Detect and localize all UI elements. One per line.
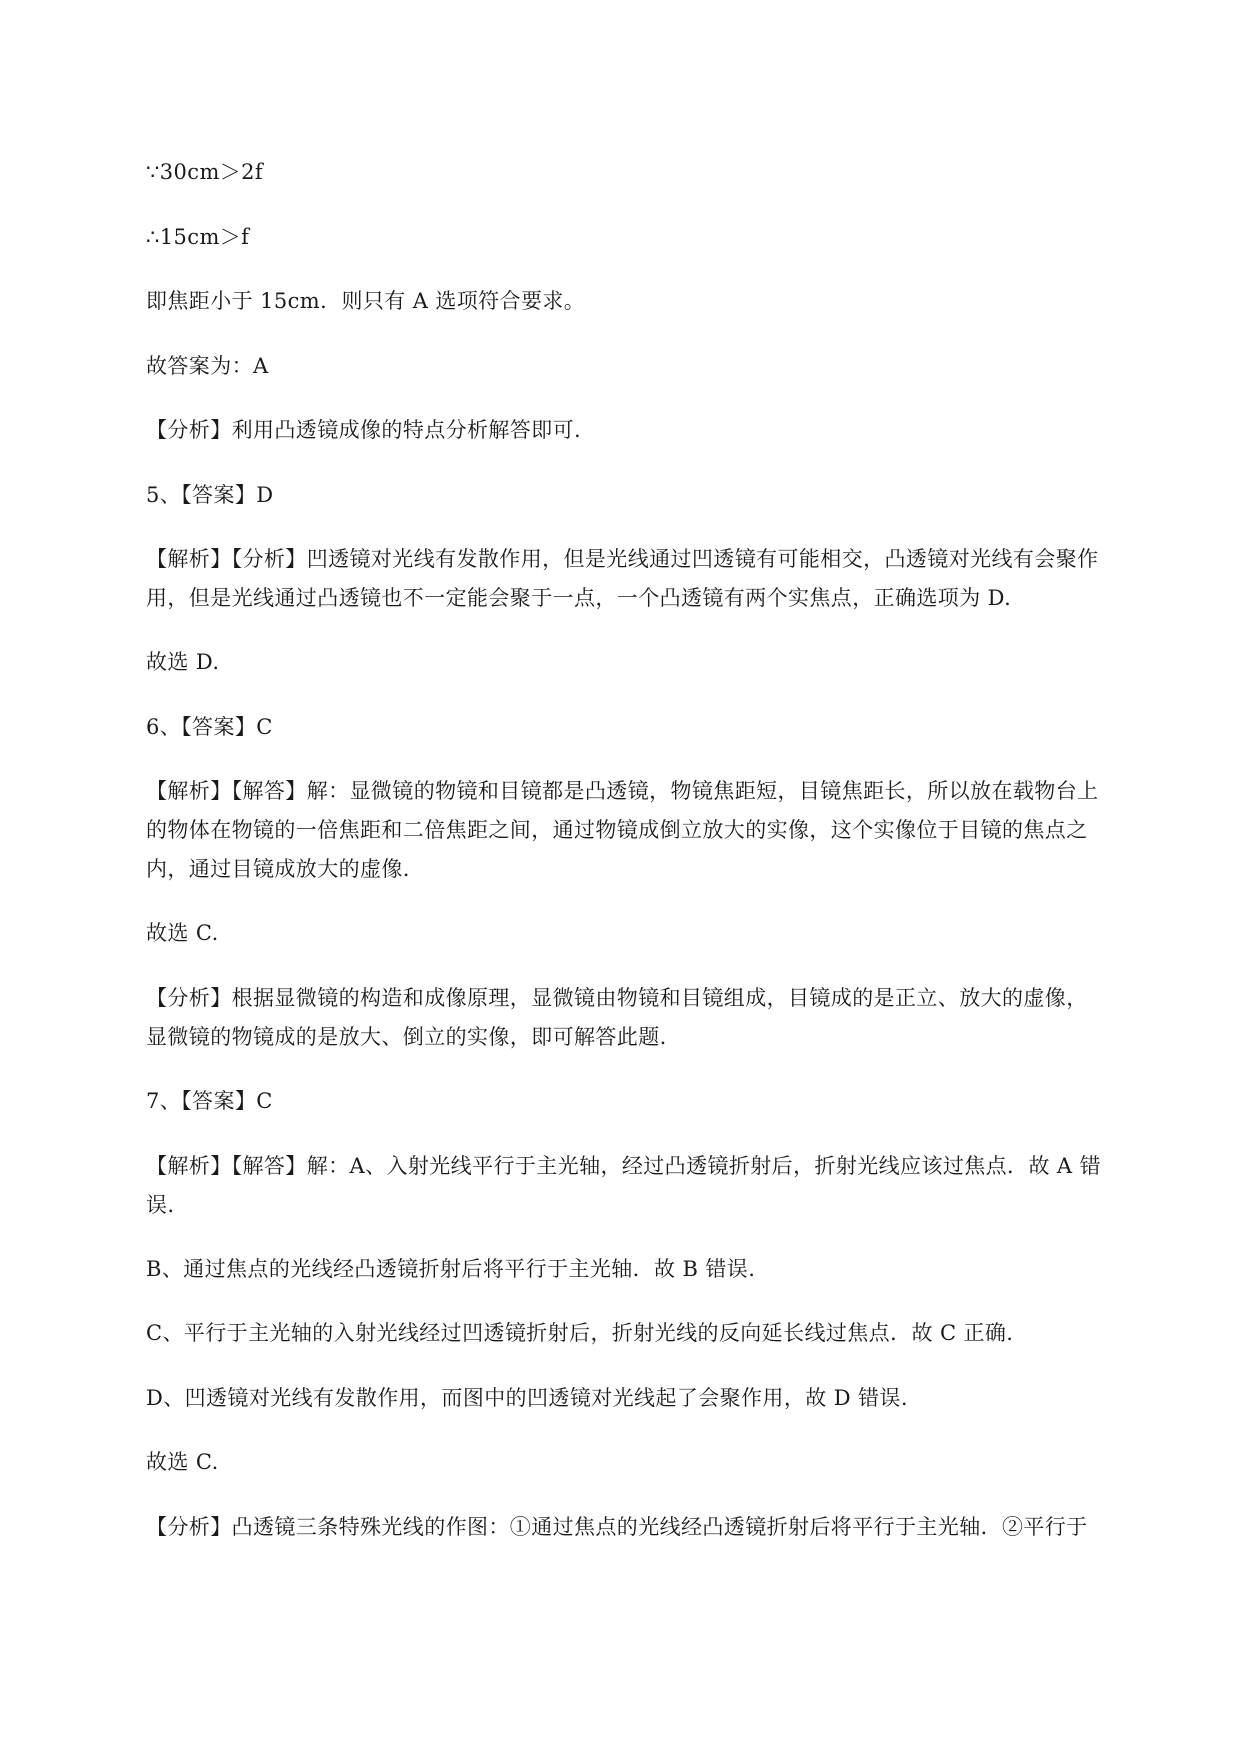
text-line-condition-1: ∵30cm＞2f: [146, 160, 264, 184]
question-5-choice: 故选 D.: [146, 650, 220, 674]
question-5-answer: 5、【答案】D: [146, 483, 274, 507]
question-6-explanation-1: 【解析】【解答】解：显微镜的物镜和目镜都是凸透镜，物镜焦距短，目镜焦距长，所以放在载物台上: [146, 779, 1099, 803]
question-7-option-b: B、通过焦点的光线经凸透镜折射后将平行于主光轴．故 B 错误.: [146, 1257, 756, 1281]
question-6-explanation-2: 的物体在物镜的一倍焦距和二倍焦距之间，通过物镜成倒立放大的实像，这个实像位于目镜的焦点之: [146, 818, 1088, 842]
question-7-analysis-1: 【分析】凸透镜三条特殊光线的作图：①通过焦点的光线经凸透镜折射后将平行于主光轴．②平行于: [146, 1515, 1088, 1539]
question-5-explanation-2: 用，但是光线通过凸透镜也不一定能会聚于一点，一个凸透镜有两个实焦点，正确选项为 D.: [146, 586, 1012, 610]
question-6-analysis-1: 【分析】根据显微镜的构造和成像原理，显微镜由物镜和目镜组成，目镜成的是正立、放大的虚像，: [146, 986, 1088, 1010]
text-line-condition-2: ∴15cm＞f: [146, 225, 250, 249]
text-line-answer-4: 故答案为：A: [146, 354, 269, 378]
text-line-analysis-4: 【分析】利用凸透镜成像的特点分析解答即可.: [146, 418, 582, 442]
question-7-option-c: C、平行于主光轴的入射光线经过凹透镜折射后，折射光线的反向延长线过焦点．故 C 正确.: [146, 1321, 1014, 1345]
question-6-choice: 故选 C.: [146, 921, 219, 945]
question-6-answer: 6、【答案】C: [146, 715, 273, 739]
question-7-choice: 故选 C.: [146, 1450, 219, 1474]
question-5-explanation-1: 【解析】【分析】凹透镜对光线有发散作用，但是光线通过凹透镜有可能相交，凸透镜对光线有会聚作: [146, 547, 1099, 571]
question-6-explanation-3: 内，通过目镜成放大的虚像.: [146, 857, 410, 881]
question-7-explanation-2: 误.: [146, 1193, 175, 1217]
question-7-explanation-1: 【解析】【解答】解：A、入射光线平行于主光轴，经过凸透镜折射后，折射光线应该过焦点．故 A 错: [146, 1154, 1101, 1178]
question-7-answer: 7、【答案】C: [146, 1089, 273, 1113]
question-7-option-d: D、凹透镜对光线有发散作用，而图中的凹透镜对光线起了会聚作用，故 D 错误.: [146, 1386, 908, 1410]
text-line-conclusion: 即焦距小于 15cm．则只有 A 选项符合要求。: [146, 289, 586, 313]
question-6-analysis-2: 显微镜的物镜成的是放大、倒立的实像，即可解答此题.: [146, 1025, 667, 1049]
